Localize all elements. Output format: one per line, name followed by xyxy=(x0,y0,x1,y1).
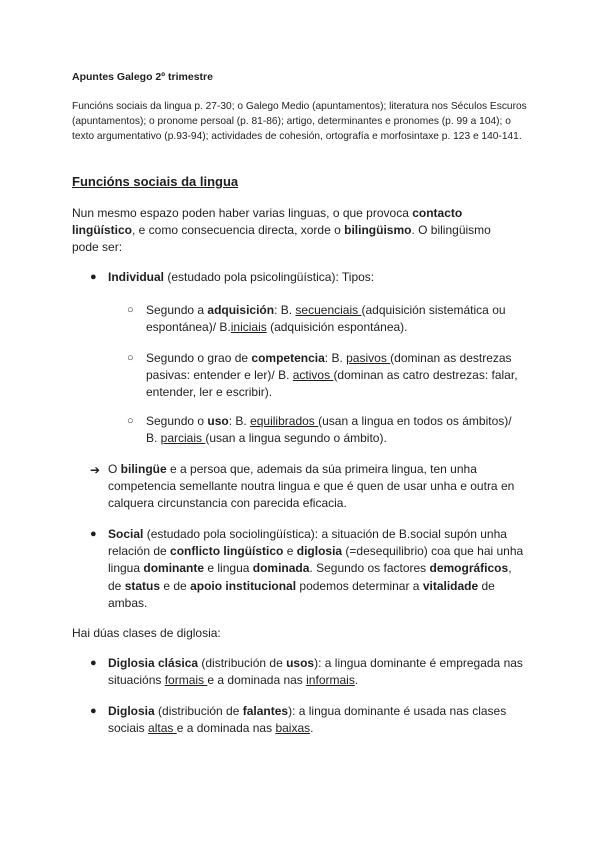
intro-paragraph: Funcións sociais da lingua p. 27-30; o Galego Medio (apuntamentos); literatura nos Séculos Escuros (apuntamentos); o pronome persoal (p. 81-86); artigo, determinantes e pronomes (p. 99 a 104); o texto argumentativo (p.93-94); actividades de cohesión, ortografía e morfosintaxe p. 123 e 140-141. xyxy=(72,101,527,143)
list-item-diglosia-falantes: Diglosia (distribución de falantes): a lingua dominante é usada nas clases sociais altas e a dominada nas baixas. xyxy=(108,704,507,736)
list-item-diglosia-clasica: Diglosia clásica (distribución de usos): a lingua dominante é empregada nas situacións formais e a dominada nas informais. xyxy=(108,656,523,688)
bullet-icon: ● xyxy=(90,528,97,540)
circle-bullet-icon: ○ xyxy=(127,352,134,364)
sub-item-adquisicion: Segundo a adquisición: B. secuenciais (adquisición sistemática ou espontánea)/ B.iniciais (adquisición espontánea). xyxy=(146,303,506,335)
list-item-individual: Individual (estudado pola psicolingüística): Tipos: xyxy=(108,270,375,284)
arrow-icon: ➔ xyxy=(90,463,101,477)
section-heading: Funcións sociais da lingua xyxy=(72,174,239,189)
circle-bullet-icon: ○ xyxy=(127,415,134,427)
bullet-icon: ● xyxy=(90,705,97,717)
bullet-icon: ● xyxy=(90,271,97,283)
document-title: Apuntes Galego 2º trimestre xyxy=(72,71,213,83)
paragraph-diglosia-types: Hai dúas clases de diglosia: xyxy=(72,626,221,640)
sub-item-competencia: Segundo o grao de competencia: B. pasivos (dominan as destrezas pasivas: entender e ler)/ B. activos (dominan as catro destrezas: falar, entender, ler e escribir). xyxy=(146,351,518,400)
circle-bullet-icon: ○ xyxy=(127,304,134,316)
list-item-social: Social (estudado pola sociolingüística): a situación de B.social supón unha relación de conflicto lingüístico e diglosia (=desequilibrio) coa que hai unha lingua dominante e lingua dominada. Segundo os factores demográficos, de status e de apoio institucional podemos determinar a vitalidade de ambas. xyxy=(108,527,524,610)
paragraph-bilingualism: Nun mesmo espazo poden haber varias linguas, o que provoca contacto lingüístico, e como consecuencia directa, xorde o bilingüismo. O bilingüismo pode ser: xyxy=(72,206,491,255)
note-bilingue: O bilingüe e a persoa que, ademais da súa primeira lingua, ten unha competencia semellante noutra lingua e que é quen de usar unha e outra en calquera circunstancia con parecida eficacia. xyxy=(108,462,515,511)
sub-item-uso: Segundo o uso: B. equilibrados (usan a lingua en todos os ámbitos)/ B. parciais (usan a lingua segundo o ámbito). xyxy=(146,414,512,446)
bullet-icon: ● xyxy=(90,657,97,669)
